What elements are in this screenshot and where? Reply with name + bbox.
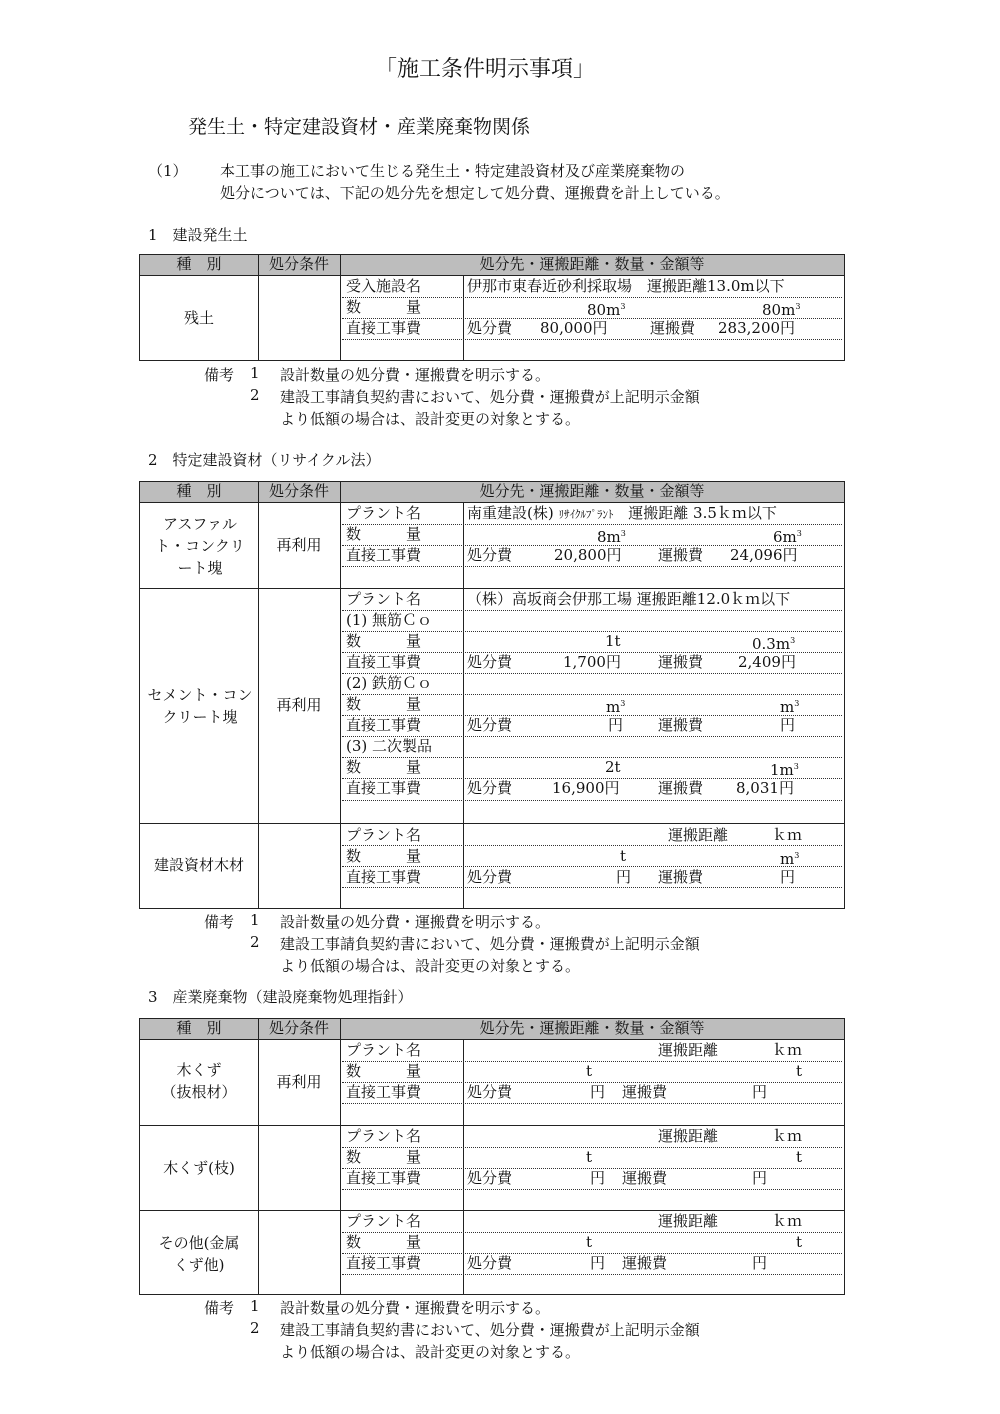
condition-cement: 再利用 bbox=[276, 696, 322, 714]
intro-line-1: 本工事の施工において生じる発生土・特定建設資材及び産業廃棄物の bbox=[220, 162, 686, 180]
page-title: 「施工条件明示事項」 bbox=[375, 57, 596, 82]
header-type: 種 別 bbox=[176, 255, 222, 273]
facility-name: 伊那市東春近砂利採取場 運搬距離13.0m以下 bbox=[467, 277, 785, 295]
asphalt-plant-kana: ﾘｻｲｸﾙﾌﾟﾗﾝﾄ bbox=[558, 508, 614, 521]
section-2-table: 種 別 処分条件 処分先・運搬距離・数量・金額等 アスファルト・コンクリート塊 再利用 プラント名 南重建設(株) ﾘｻｲｸﾙﾌﾟﾗﾝﾄ 運搬距離 3.5ｋｍ以下 数 量 $8m^3$ $6m^3$ 直接工事費 処分費 20,800円 運搬費 24,096円 セメント・コンクリート塊 再利用 プラント名 （株）高坂商会伊那工場 運搬距離12.0ｋｍ以下 (1) 無筋Ｃｏ 数 量 1t $0.3m^3$ 直接工事費 処分費 1,700円 運搬費 2,409円 (2) 鉄筋Ｃｏ 数 量 $m^3$ $m^3$ 直接工事費 処分費 円 運搬費 円 (3) 二次製品 数 量 2t $1m^3$ 直接工事費 処分費 16,900円 運搬費 8,031円 建設資材木材 プラント名 運搬距離 ｋｍ 数 量 t $m^3$ 直接工事費 処分費 円 運搬費 円 bbox=[139, 481, 845, 909]
label-haul: 運搬費 bbox=[658, 546, 704, 564]
label-dispose: 処分費 bbox=[467, 653, 513, 671]
label-haul: 運搬費 bbox=[650, 319, 696, 337]
section-3-table bbox=[139, 1018, 845, 1295]
label-direct-cost: 直接工事費 bbox=[346, 546, 422, 564]
notes-lead-3: 備考 bbox=[204, 1299, 235, 1317]
cement-sub1-qty1: 1t bbox=[605, 632, 621, 650]
category-other-2: くず他) bbox=[173, 1256, 225, 1274]
page-subtitle: 発生土・特定建設資材・産業廃棄物関係 bbox=[188, 116, 531, 138]
note-1-number: 1 bbox=[250, 911, 260, 929]
note-2-text: 建設工事請負契約書において、処分費・運搬費が上記明示金額 bbox=[280, 1321, 700, 1339]
label-dispose: 処分費 bbox=[467, 1083, 513, 1101]
notes-lead-2: 備考 bbox=[204, 913, 235, 931]
label-quantity: 数 量 bbox=[346, 758, 422, 776]
label-plant: プラント名 bbox=[346, 826, 422, 844]
note-2-text: 建設工事請負契約書において、処分費・運搬費が上記明示金額 bbox=[280, 935, 700, 953]
cement-sub3-qty2: 1m bbox=[770, 761, 794, 779]
section-1-table: 種 別 処分条件 処分先・運搬距離・数量・金額等 残土 受入施設名 伊那市東春近砂利採取場 運搬距離13.0m以下 数 量 $80m^3$ $80m^3$ 直接工事費 処分費 80,000円 運搬費 283,200円 bbox=[139, 254, 845, 361]
label-dispose: 処分費 bbox=[467, 716, 513, 734]
header-condition: 処分条件 bbox=[268, 1019, 329, 1037]
cement-sub1-qty2: 0.3m bbox=[752, 635, 791, 653]
header-destination: 処分先・運搬距離・数量・金額等 bbox=[479, 1019, 705, 1037]
t-unit: t bbox=[586, 1233, 593, 1251]
haul-cost: 283,200円 bbox=[718, 319, 796, 337]
asphalt-distance: 運搬距離 3.5ｋｍ以下 bbox=[628, 504, 777, 522]
cement-sub1-haul: 2,409円 bbox=[738, 653, 796, 671]
intro-line-2: 処分については、下記の処分先を想定して処分費、運搬費を計上している。 bbox=[220, 184, 730, 202]
asphalt-qty-1: 8m bbox=[597, 528, 621, 546]
label-accept-facility: 受入施設名 bbox=[346, 277, 422, 295]
table-header bbox=[140, 1019, 844, 1040]
cement-sub-3: (3) 二次製品 bbox=[346, 737, 433, 755]
note-2-text: 建設工事請負契約書において、処分費・運搬費が上記明示金額 bbox=[280, 388, 700, 406]
category-wood-root-2: （抜根材） bbox=[161, 1083, 237, 1101]
label-haul: 運搬費 bbox=[658, 779, 704, 797]
asphalt-haul: 24,096円 bbox=[730, 546, 798, 564]
label-plant: プラント名 bbox=[346, 1127, 422, 1145]
label-haul: 運搬費 bbox=[622, 1254, 668, 1272]
yen-unit: 円 bbox=[780, 868, 796, 886]
m3-unit: m bbox=[780, 850, 795, 868]
cement-sub2-qty1: m bbox=[606, 698, 621, 716]
table-header bbox=[140, 482, 844, 503]
t-unit: t bbox=[586, 1148, 593, 1166]
note-1-text: 設計数量の処分費・運搬費を明示する。 bbox=[280, 366, 551, 384]
cement-sub-2: (2) 鉄筋Ｃｏ bbox=[346, 674, 433, 692]
header-destination: 処分先・運搬距離・数量・金額等 bbox=[479, 482, 705, 500]
label-plant: プラント名 bbox=[346, 1212, 422, 1230]
label-plant: プラント名 bbox=[346, 590, 422, 608]
yen-unit: 円 bbox=[608, 716, 624, 734]
header-destination: 処分先・運搬距離・数量・金額等 bbox=[479, 255, 705, 273]
category-asphalt: アスファルト・コンクリート塊 bbox=[155, 515, 245, 577]
header-type: 種 別 bbox=[176, 1019, 222, 1037]
asphalt-qty-2: 6m bbox=[773, 528, 797, 546]
note-2-number: 2 bbox=[250, 386, 260, 404]
label-direct-cost: 直接工事費 bbox=[346, 1254, 422, 1272]
km-unit: ｋｍ bbox=[772, 826, 803, 844]
label-distance: 運搬距離 bbox=[658, 1127, 719, 1145]
note-1-number: 1 bbox=[250, 1297, 260, 1315]
t-unit: t bbox=[796, 1148, 803, 1166]
category-other-1: その他(金属 bbox=[158, 1234, 240, 1252]
note-2-text-cont: より低額の場合は、設計変更の対象とする。 bbox=[280, 957, 581, 975]
km-unit: ｋｍ bbox=[772, 1041, 803, 1059]
label-quantity: 数 量 bbox=[346, 298, 422, 316]
category-wood-root-1: 木くず bbox=[176, 1061, 222, 1079]
condition-asphalt: 再利用 bbox=[276, 536, 322, 554]
header-type: 種 別 bbox=[176, 482, 222, 500]
t-unit: t bbox=[796, 1233, 803, 1251]
note-2-number: 2 bbox=[250, 1319, 260, 1337]
dispose-cost: 80,000円 bbox=[540, 319, 608, 337]
cement-sub3-haul: 8,031円 bbox=[736, 779, 794, 797]
km-unit: ｋｍ bbox=[772, 1127, 803, 1145]
label-dispose: 処分費 bbox=[467, 779, 513, 797]
label-dispose: 処分費 bbox=[467, 868, 513, 886]
label-haul: 運搬費 bbox=[622, 1083, 668, 1101]
quantity-1: 80m bbox=[587, 301, 621, 319]
label-plant: プラント名 bbox=[346, 504, 422, 522]
label-haul: 運搬費 bbox=[658, 868, 704, 886]
label-direct-cost: 直接工事費 bbox=[346, 653, 422, 671]
label-haul: 運搬費 bbox=[658, 716, 704, 734]
yen-unit: 円 bbox=[752, 1083, 768, 1101]
label-plant: プラント名 bbox=[346, 1041, 422, 1059]
category-residual-soil: 残土 bbox=[183, 309, 214, 327]
label-quantity: 数 量 bbox=[346, 632, 422, 650]
label-distance: 運搬距離 bbox=[658, 1041, 719, 1059]
note-2-text-cont: より低額の場合は、設計変更の対象とする。 bbox=[280, 410, 581, 428]
yen-unit: 円 bbox=[752, 1254, 768, 1272]
yen-unit: 円 bbox=[780, 716, 796, 734]
yen-unit: 円 bbox=[752, 1169, 768, 1187]
label-direct-cost: 直接工事費 bbox=[346, 716, 422, 734]
section-1-heading: 1 建設発生土 bbox=[148, 226, 248, 244]
header-condition: 処分条件 bbox=[268, 482, 329, 500]
asphalt-plant: 南重建設(株) bbox=[467, 504, 554, 522]
category-wood: 建設資材木材 bbox=[153, 856, 244, 874]
label-dispose: 処分費 bbox=[467, 546, 513, 564]
t-unit: t bbox=[586, 1062, 593, 1080]
note-1-text: 設計数量の処分費・運搬費を明示する。 bbox=[280, 913, 551, 931]
label-distance: 運搬距離 bbox=[668, 826, 729, 844]
cement-plant: （株）高坂商会伊那工場 運搬距離12.0ｋｍ以下 bbox=[467, 590, 791, 608]
t-unit: t bbox=[620, 847, 627, 865]
table-header bbox=[140, 255, 844, 276]
section-2-heading: 2 特定建設資材（リサイクル法） bbox=[148, 451, 381, 469]
category-cement: セメント・コンクリート塊 bbox=[147, 686, 253, 726]
label-quantity: 数 量 bbox=[346, 847, 422, 865]
label-direct-cost: 直接工事費 bbox=[346, 1169, 422, 1187]
notes-lead-1: 備考 bbox=[204, 366, 235, 384]
label-haul: 運搬費 bbox=[622, 1169, 668, 1187]
yen-unit: 円 bbox=[590, 1169, 606, 1187]
label-direct-cost: 直接工事費 bbox=[346, 1083, 422, 1101]
label-dispose: 処分費 bbox=[467, 1254, 513, 1272]
label-dispose: 処分費 bbox=[467, 319, 513, 337]
header-condition: 処分条件 bbox=[268, 255, 329, 273]
km-unit: ｋｍ bbox=[772, 1212, 803, 1230]
cement-sub3-dispose: 16,900円 bbox=[552, 779, 620, 797]
yen-unit: 円 bbox=[616, 868, 632, 886]
label-quantity: 数 量 bbox=[346, 1062, 422, 1080]
note-2-number: 2 bbox=[250, 933, 260, 951]
cement-sub1-dispose: 1,700円 bbox=[563, 653, 621, 671]
label-quantity: 数 量 bbox=[346, 525, 422, 543]
label-direct-cost: 直接工事費 bbox=[346, 319, 422, 337]
label-dispose: 処分費 bbox=[467, 1169, 513, 1187]
label-distance: 運搬距離 bbox=[658, 1212, 719, 1230]
label-quantity: 数 量 bbox=[346, 1233, 422, 1251]
section-3-heading: 3 産業廃棄物（建設廃棄物処理指針） bbox=[148, 988, 413, 1006]
note-1-text: 設計数量の処分費・運搬費を明示する。 bbox=[280, 1299, 551, 1317]
quantity-2: 80m bbox=[762, 301, 796, 319]
category-wood-branch: 木くず(枝) bbox=[163, 1159, 235, 1177]
intro-number: （1） bbox=[148, 162, 188, 180]
cement-sub2-qty2: m bbox=[780, 698, 795, 716]
label-quantity: 数 量 bbox=[346, 1148, 422, 1166]
asphalt-dispose: 20,800円 bbox=[554, 546, 622, 564]
note-2-text-cont: より低額の場合は、設計変更の対象とする。 bbox=[280, 1343, 581, 1361]
cement-sub-1: (1) 無筋Ｃｏ bbox=[346, 611, 433, 629]
t-unit: t bbox=[796, 1062, 803, 1080]
yen-unit: 円 bbox=[590, 1083, 606, 1101]
condition-wood-root: 再利用 bbox=[276, 1073, 322, 1091]
cement-sub3-qty1: 2t bbox=[605, 758, 621, 776]
label-quantity: 数 量 bbox=[346, 695, 422, 713]
label-direct-cost: 直接工事費 bbox=[346, 779, 422, 797]
note-1-number: 1 bbox=[250, 364, 260, 382]
yen-unit: 円 bbox=[590, 1254, 606, 1272]
label-direct-cost: 直接工事費 bbox=[346, 868, 422, 886]
label-haul: 運搬費 bbox=[658, 653, 704, 671]
